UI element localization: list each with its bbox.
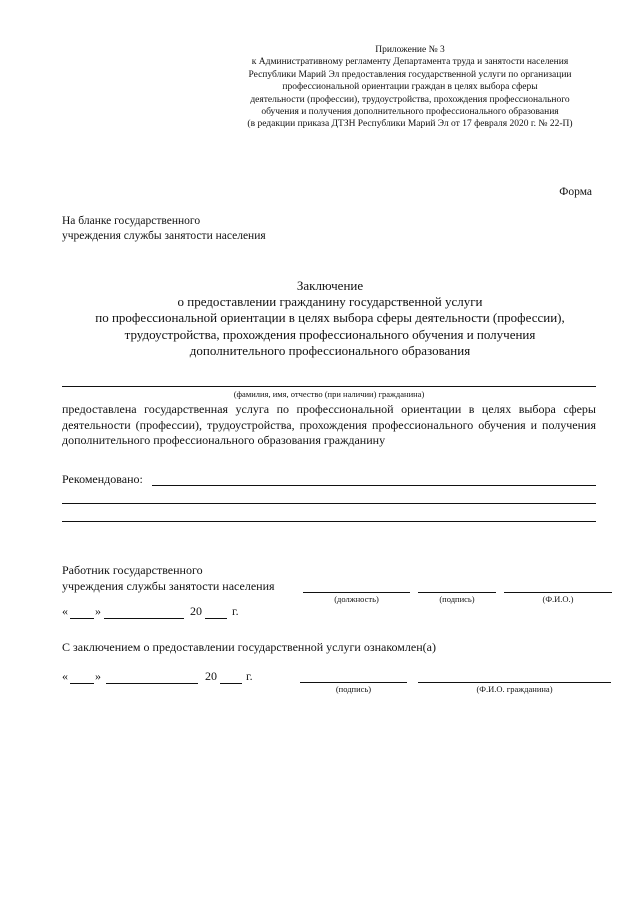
annex-line: к Административному регламенту Департамента труда и занятости населения xyxy=(251,57,569,68)
date2-year-suffix: г. xyxy=(246,669,253,683)
date2-open-quote: « xyxy=(62,669,68,683)
worker-signature-caption: (подпись) xyxy=(439,594,475,604)
worker-name-line[interactable] xyxy=(504,592,612,593)
date1-year-suffix: г. xyxy=(232,604,239,618)
annex-line: (в редакции приказа ДТЗН Республики Марий Эл от 17 февраля 2020 г. № 22-П) xyxy=(247,119,573,130)
date2-close-quote: » xyxy=(95,669,101,683)
date1-open-quote: « xyxy=(62,604,68,618)
date2-day-line[interactable] xyxy=(70,683,94,684)
date2-year-line[interactable] xyxy=(220,683,242,684)
worker-signature-line[interactable] xyxy=(418,592,496,593)
title-line: дополнительного профессионального образования xyxy=(189,342,471,358)
annex-line: Республики Марий Эл предоставления государственной услуги по организации xyxy=(248,69,572,80)
citizen-fullname-line[interactable] xyxy=(418,682,611,683)
acquainted-text: С заключением о предоставлении государственной услуги ознакомлен(а) xyxy=(62,640,436,654)
annex-line: деятельности (профессии), трудоустройства, прохождения профессионального xyxy=(250,94,570,105)
recommended-line-3[interactable] xyxy=(62,521,596,522)
worker-position-line[interactable] xyxy=(303,592,410,593)
citizen-fullname-caption: (Ф.И.О. гражданина) xyxy=(476,684,553,694)
worker-label-line1: Работник государственного xyxy=(62,563,203,577)
date1-month-line[interactable] xyxy=(104,618,184,619)
annex-line: обучения и получения дополнительного профессионального образования xyxy=(261,107,559,118)
form-label: Форма xyxy=(559,186,592,198)
recommended-line-2[interactable] xyxy=(62,503,596,504)
title-line: трудоустройства, прохождения профессионального обучения и получения xyxy=(124,326,536,342)
annex-header xyxy=(200,44,620,131)
date1-year-line[interactable] xyxy=(205,618,227,619)
citizen-signature-caption: (подпись) xyxy=(335,684,372,694)
recommended-label: Рекомендовано: xyxy=(62,472,143,486)
annex-line: профессиональной ориентации граждан в целях выбора сферы xyxy=(282,82,538,93)
letterhead-note xyxy=(62,214,266,243)
title-line: по профессиональной ориентации в целях выбора сферы деятельности (профессии), xyxy=(95,310,565,326)
annex-line: Приложение № 3 xyxy=(375,45,445,55)
citizen-name-caption: (фамилия, имя, отчество (при наличии) гражданина) xyxy=(233,389,425,399)
letterhead-line: учреждения службы занятости населения xyxy=(62,229,266,242)
date2-year-prefix: 20 xyxy=(205,669,217,683)
letterhead-line: На бланке государственного xyxy=(62,215,201,227)
date1-year-prefix: 20 xyxy=(190,604,202,618)
worker-label-line2: учреждения службы занятости населения xyxy=(62,579,275,593)
citizen-name-line[interactable] xyxy=(62,386,596,387)
date1-day-line[interactable] xyxy=(70,618,94,619)
service-text: предоставлена государственная услуга по профессиональной ориентации в целях выбора сферы деятельности (профессии), трудоустройства, прохождения профессионального обучения и получения дополнительного профессионального образования гражданину xyxy=(62,402,596,448)
worker-position-caption: (должность) xyxy=(334,594,379,604)
citizen-signature-line[interactable] xyxy=(300,682,407,683)
title-line: о предоставлении гражданину государственной услуги xyxy=(177,294,483,310)
date1-close-quote: » xyxy=(95,604,101,618)
date2-month-line[interactable] xyxy=(106,683,198,684)
title-line: Заключение xyxy=(296,278,364,293)
document-title xyxy=(40,278,620,359)
worker-name-caption: (Ф.И.О.) xyxy=(542,594,574,604)
recommended-line-1[interactable] xyxy=(152,485,596,486)
